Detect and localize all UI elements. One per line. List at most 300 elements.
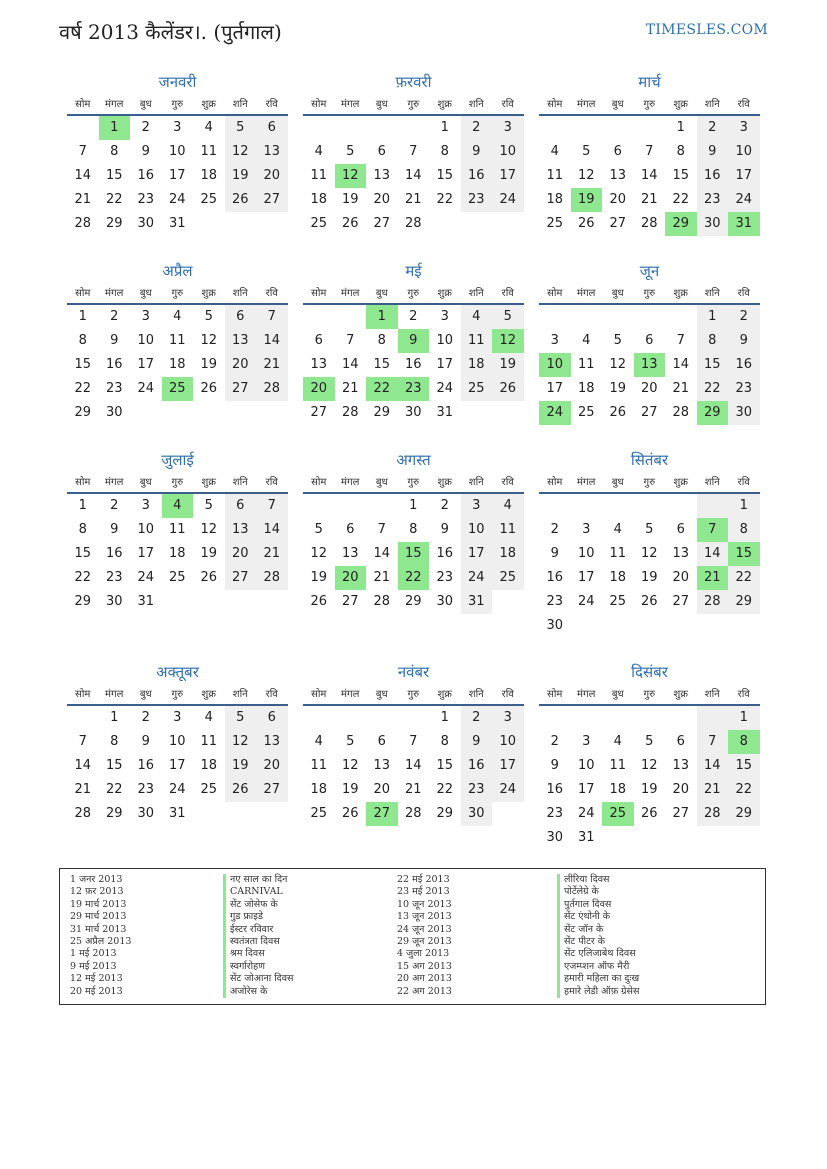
day-cell: 16 [105,357,123,372]
day-cell: 11 [577,357,595,372]
day-cell: 6 [225,305,257,329]
day-cell: 25 [602,802,634,826]
weekday-header: सोम [67,281,99,305]
holiday-name: पोर्टेलेग्रे के [557,886,639,898]
day-cell: 3 [582,734,591,749]
empty-cell [539,494,571,518]
holiday-name: सेंट एलिजाबेथ दिवस [557,948,639,960]
day-cell: 18 [200,168,218,183]
day-cell: 7 [346,333,355,348]
day-cell: 24 [492,188,524,212]
day-cell: 5 [314,522,323,537]
day-cell: 21 [373,570,391,585]
day-cell: 1 [78,309,87,324]
day-cell: 2 [141,120,150,135]
holiday-name: सेंट जोआना दिवस [223,973,293,985]
day-cell: 13 [373,758,391,773]
empty-cell [697,494,729,518]
day-cell: 27 [672,594,690,609]
day-cell: 3 [492,706,524,730]
weekday-header: बुध [602,682,634,706]
holiday-name: नए साल का दिन [223,874,293,886]
day-cell: 11 [546,168,564,183]
empty-cell [398,116,430,140]
day-cell: 26 [341,806,359,821]
day-cell: 20 [256,164,288,188]
day-cell: 22 [366,377,398,401]
month-name: नवंबर [397,663,430,681]
day-cell: 20 [225,542,257,566]
empty-cell [492,401,524,425]
day-cell: 9 [550,546,559,561]
day-cell: 16 [137,758,155,773]
day-cell: 19 [310,570,328,585]
weekday-header: शुक्र [193,682,225,706]
day-cell: 4 [204,710,213,725]
weekday-header: बुध [130,281,162,305]
day-cell: 3 [492,116,524,140]
empty-cell [728,614,760,638]
empty-cell [461,212,493,236]
day-cell: 16 [461,754,493,778]
weekday-header: बुध [602,281,634,305]
weekday-header: गुरु [398,682,430,706]
empty-cell [492,802,524,826]
day-cell: 9 [110,333,119,348]
weekday-header: मंगल [335,92,367,116]
weekday-header: शनि [225,281,257,305]
day-cell: 1 [728,706,760,730]
month-block [539,450,760,638]
day-cell: 29 [665,212,697,236]
weekday-header: मंगल [571,470,603,494]
day-cell: 20 [225,353,257,377]
empty-cell [225,802,257,826]
weekday-header: मंगल [335,682,367,706]
empty-cell [634,706,666,730]
day-cell: 22 [436,192,454,207]
day-cell: 28 [697,802,729,826]
holiday-date: 22 मई 2013 [397,874,450,885]
day-cell: 19 [609,381,627,396]
day-cell: 18 [546,192,564,207]
day-cell: 6 [613,144,622,159]
empty-cell [571,494,603,518]
day-cell: 6 [377,734,386,749]
day-cell: 12 [609,357,627,372]
day-cell: 29 [74,405,92,420]
day-cell: 26 [341,216,359,231]
weekday-header: रवि [728,281,760,305]
day-cell: 26 [225,188,257,212]
day-cell: 30 [546,830,564,845]
day-cell: 5 [346,144,355,159]
day-cell: 17 [728,164,760,188]
weekday-header: गुरु [162,281,194,305]
month-block [67,72,288,236]
day-cell: 14 [373,546,391,561]
empty-cell [366,706,398,730]
empty-cell [697,614,729,638]
day-cell: 7 [697,730,729,754]
day-cell: 15 [697,353,729,377]
month-block [303,261,524,425]
day-cell: 15 [74,546,92,561]
day-cell: 21 [74,192,92,207]
day-cell: 2 [141,710,150,725]
day-cell: 8 [440,144,449,159]
empty-cell [303,494,335,518]
day-cell: 8 [728,518,760,542]
day-cell: 5 [582,144,591,159]
day-cell: 29 [404,594,422,609]
holiday-date: 31 मार्च 2013 [70,923,127,935]
empty-cell [634,494,666,518]
day-cell: 7 [645,144,654,159]
empty-cell [602,614,634,638]
day-cell: 21 [697,566,729,590]
day-cell: 26 [609,405,627,420]
day-cell: 4 [162,494,194,518]
day-cell: 15 [728,542,760,566]
weekday-header: मंगल [571,281,603,305]
day-cell: 23 [137,192,155,207]
day-cell: 16 [105,546,123,561]
day-cell: 17 [436,357,454,372]
day-cell: 7 [377,522,386,537]
day-cell: 11 [200,144,218,159]
day-cell: 28 [404,216,422,231]
day-cell: 30 [137,216,155,231]
day-cell: 14 [404,758,422,773]
holiday-name: CARNIVAL [223,886,293,898]
holiday-name: गुड फ्राइडे [223,911,293,923]
weekday-header: शुक्र [193,470,225,494]
day-cell: 1 [440,710,449,725]
day-cell: 13 [310,357,328,372]
empty-cell [602,826,634,850]
day-cell: 21 [640,192,658,207]
day-cell: 26 [492,377,524,401]
weekday-header: गुरु [634,470,666,494]
empty-cell [492,212,524,236]
day-cell: 8 [78,333,87,348]
day-cell: 2 [409,309,418,324]
day-cell: 23 [546,594,564,609]
day-cell: 22 [672,192,690,207]
weekday-header: बुध [366,682,398,706]
empty-cell [366,494,398,518]
month-name: जनवरी [158,73,197,91]
day-cell: 5 [645,734,654,749]
day-cell: 16 [546,570,564,585]
weekday-header: सोम [539,281,571,305]
weekday-header: शनि [461,682,493,706]
day-cell: 12 [225,140,257,164]
day-cell: 9 [398,329,430,353]
day-cell: 29 [105,806,123,821]
day-cell: 24 [137,381,155,396]
day-cell: 15 [74,357,92,372]
day-cell: 13 [634,353,666,377]
weekday-header: बुध [130,92,162,116]
month-block [67,450,288,614]
day-cell: 5 [204,498,213,513]
day-cell: 21 [256,353,288,377]
day-cell: 6 [645,333,654,348]
month-block [539,662,760,850]
empty-cell [303,305,335,329]
day-cell: 28 [697,590,729,614]
day-cell: 3 [141,498,150,513]
day-cell: 15 [436,758,454,773]
day-cell: 13 [225,518,257,542]
day-cell: 13 [672,546,690,561]
holiday-name: हमारे लेडी ऑफ़ ग्रेसेस [557,986,639,998]
day-cell: 23 [105,570,123,585]
day-cell: 19 [341,782,359,797]
day-cell: 26 [200,570,218,585]
weekday-header: रवि [728,682,760,706]
day-cell: 14 [672,357,690,372]
day-cell: 20 [373,192,391,207]
day-cell: 7 [409,144,418,159]
day-cell: 6 [256,706,288,730]
day-cell: 20 [373,782,391,797]
holiday-name: अजोरेस के [223,986,293,998]
day-cell: 6 [676,522,685,537]
day-cell: 10 [577,758,595,773]
holiday-name: हमारी महिला का दुःख [557,973,639,985]
day-cell: 27 [310,405,328,420]
day-cell: 14 [697,754,729,778]
day-cell: 10 [492,730,524,754]
empty-cell [366,116,398,140]
weekday-header: गुरु [398,92,430,116]
month-name: मार्च [638,73,661,91]
day-cell: 25 [310,806,328,821]
day-cell: 9 [550,758,559,773]
holiday-date: 29 मार्च 2013 [70,911,127,923]
day-cell: 20 [640,381,658,396]
day-cell: 25 [162,377,194,401]
weekday-header: रवि [256,281,288,305]
day-cell: 2 [697,116,729,140]
empty-cell [665,305,697,329]
day-cell: 5 [204,309,213,324]
day-cell: 29 [697,401,729,425]
day-cell: 16 [697,164,729,188]
day-cell: 29 [436,806,454,821]
day-cell: 22 [74,570,92,585]
weekday-header: बुध [130,682,162,706]
day-cell: 26 [225,778,257,802]
day-cell: 18 [310,192,328,207]
day-cell: 24 [168,192,186,207]
day-cell: 18 [200,758,218,773]
weekday-header: शनि [697,682,729,706]
weekday-header: सोम [303,682,335,706]
empty-cell [634,305,666,329]
day-cell: 23 [697,188,729,212]
day-cell: 8 [440,734,449,749]
weekday-header: शनि [225,470,257,494]
day-cell: 27 [672,806,690,821]
day-cell: 20 [256,754,288,778]
day-cell: 11 [609,758,627,773]
day-cell: 21 [404,782,422,797]
day-cell: 16 [404,357,422,372]
day-cell: 23 [398,377,430,401]
day-cell: 13 [373,168,391,183]
day-cell: 15 [398,542,430,566]
day-cell: 1 [440,120,449,135]
day-cell: 1 [78,498,87,513]
day-cell: 12 [577,168,595,183]
weekday-header: सोम [539,92,571,116]
day-cell: 4 [613,522,622,537]
weekday-header: सोम [67,92,99,116]
day-cell: 7 [256,305,288,329]
day-cell: 12 [225,730,257,754]
day-cell: 2 [461,706,493,730]
day-cell: 5 [492,305,524,329]
day-cell: 18 [168,357,186,372]
day-cell: 28 [74,216,92,231]
day-cell: 2 [550,734,559,749]
empty-cell [162,590,194,614]
holiday-name: सेंट पीटर के [557,936,639,948]
site-link[interactable]: TIMESLES.COM [645,22,768,38]
day-cell: 2 [461,116,493,140]
day-cell: 9 [440,522,449,537]
day-cell: 2 [110,498,119,513]
month-name: जुलाई [161,451,194,469]
day-cell: 2 [550,522,559,537]
month-name: मई [405,262,422,280]
empty-cell [665,494,697,518]
day-cell: 24 [728,188,760,212]
day-cell: 9 [141,144,150,159]
day-cell: 12 [200,333,218,348]
day-cell: 24 [577,594,595,609]
weekday-header: शनि [225,682,257,706]
weekday-header: गुरु [398,281,430,305]
empty-cell [225,401,257,425]
empty-cell [398,706,430,730]
empty-cell [665,706,697,730]
holiday-name: पुर्तगाल दिवस [557,899,639,911]
day-cell: 10 [168,144,186,159]
weekday-header: शुक्र [193,92,225,116]
day-cell: 27 [225,377,257,401]
day-cell: 18 [310,782,328,797]
holiday-date: 13 जून 2013 [397,911,452,923]
day-cell: 18 [492,542,524,566]
empty-cell [256,401,288,425]
day-cell: 28 [640,216,658,231]
holiday-date: 12 मई 2013 [70,973,123,985]
day-cell: 8 [110,144,119,159]
weekday-header: रवि [492,281,524,305]
day-cell: 10 [492,140,524,164]
day-cell: 28 [256,566,288,590]
day-cell: 19 [640,570,658,585]
day-cell: 7 [256,494,288,518]
weekday-header: शनि [461,470,493,494]
month-block [539,72,760,236]
holiday-date: 1 मई 2013 [70,948,117,960]
empty-cell [193,401,225,425]
weekday-header: बुध [602,92,634,116]
day-cell: 8 [728,730,760,754]
weekday-header: मंगल [99,470,131,494]
empty-cell [697,706,729,730]
weekday-header: गुरु [162,682,194,706]
empty-cell [634,614,666,638]
day-cell: 17 [137,546,155,561]
empty-cell [256,802,288,826]
weekday-header: सोम [303,470,335,494]
day-cell: 13 [256,730,288,754]
weekday-header: मंगल [571,682,603,706]
day-cell: 22 [728,778,760,802]
day-cell: 9 [728,329,760,353]
day-cell: 16 [546,782,564,797]
day-cell: 30 [137,806,155,821]
day-cell: 11 [168,522,186,537]
day-cell: 9 [141,734,150,749]
day-cell: 28 [404,806,422,821]
holiday-date: 1 जनर 2013 [70,874,123,885]
weekday-header: बुध [602,470,634,494]
page-title: वर्ष 2013 कैलेंडर।. (पुर्तगाल) [59,20,282,44]
empty-cell [193,212,225,236]
empty-cell [728,826,760,850]
month-block [303,450,524,614]
day-cell: 1 [697,305,729,329]
day-cell: 30 [404,405,422,420]
day-cell: 20 [335,566,367,590]
day-cell: 26 [640,806,658,821]
day-cell: 22 [697,377,729,401]
day-cell: 4 [314,144,323,159]
month-block [67,261,288,425]
holiday-names-col-1 [223,874,293,998]
day-cell: 12 [335,164,367,188]
day-cell: 30 [105,594,123,609]
day-cell: 28 [341,405,359,420]
day-cell: 20 [672,782,690,797]
day-cell: 15 [672,168,690,183]
day-cell: 5 [645,522,654,537]
day-cell: 15 [373,357,391,372]
empty-cell [225,590,257,614]
day-cell: 27 [225,566,257,590]
weekday-header: बुध [366,470,398,494]
day-cell: 12 [310,546,328,561]
day-cell: 31 [137,594,155,609]
day-cell: 16 [461,164,493,188]
weekday-header: मंगल [99,92,131,116]
weekday-header: बुध [366,281,398,305]
day-cell: 12 [640,758,658,773]
day-cell: 23 [461,188,493,212]
day-cell: 12 [492,329,524,353]
day-cell: 13 [341,546,359,561]
day-cell: 19 [225,164,257,188]
day-cell: 29 [74,594,92,609]
